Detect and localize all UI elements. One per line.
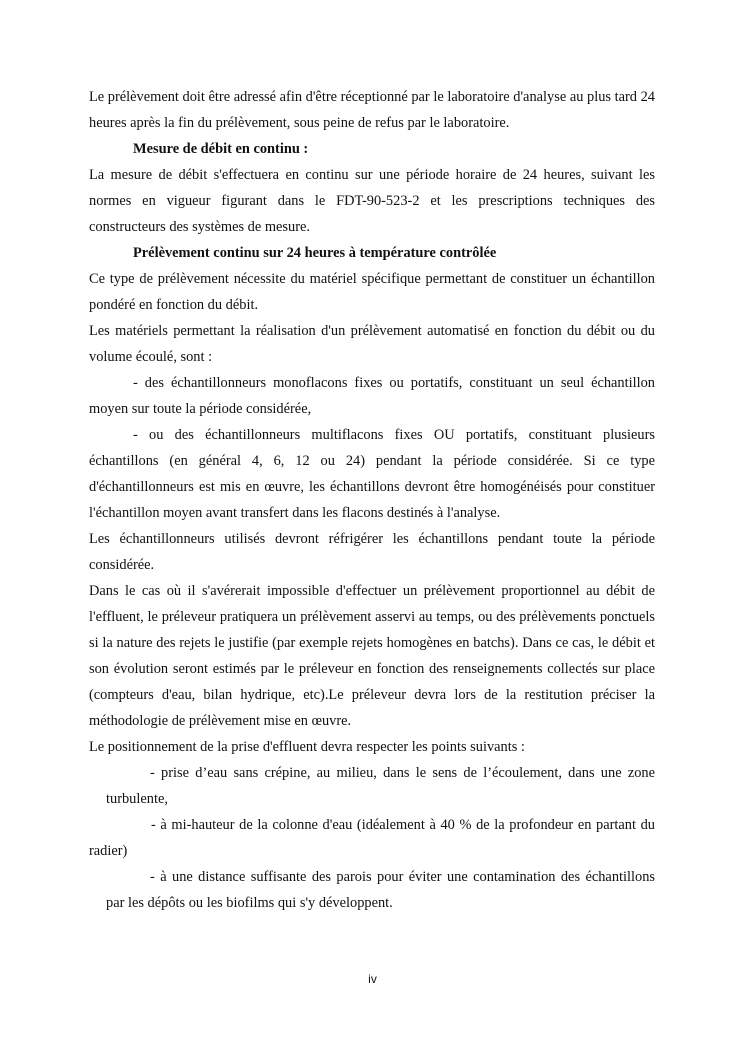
- list-item-water-intake: - prise d’eau sans crépine, au milieu, dans le sens de l’écoulement, dans une zone turbulente,: [106, 765, 655, 807]
- intro-paragraph: Le prélèvement doit être adressé afin d'être réceptionné par le laboratoire d'analyse au plus tard 24 heures après la fin du prélèvement, sous peine de refus par le laboratoire.: [89, 89, 655, 131]
- list-item-multiflacon: - ou des échantillonneurs multiflacons fixes OU portatifs, constituant plusieurs échantillons (en général 4, 6, 12 ou 24) pendant la période considérée. Si ce type d'échantillonneurs est mis en œuvre, les échantillons devront être homogénéisés pour constituer l'échantillon moyen avant transfert dans les flacons destinés à l'analyse.: [89, 427, 655, 521]
- fallback-sampling-paragraph: Dans le cas où il s'avérerait impossible d'effectuer un prélèvement proportionnel au débit de l'effluent, le préleveur pratiquera un prélèvement asservi au temps, ou des prélèvements ponctuels si la nature des rejets le justifie (par exemple rejets homogènes en batchs). Dans ce cas, le débit et son évolution seront estimés par le préleveur en fonction des renseignements collectés sur place (compteurs d'eau, bilan hydrique, etc).Le préleveur devra lors de la restitution préciser la méthodologie de prélèvement mise en œuvre.: [89, 583, 655, 729]
- heading-continuous-sampling: Prélèvement continu sur 24 heures à température contrôlée: [133, 245, 497, 261]
- sampling-equipment-paragraph: Ce type de prélèvement nécessite du matériel spécifique permettant de constituer un échantillon pondéré en fonction du débit.: [89, 271, 655, 313]
- list-item-mid-height: - à mi-hauteur de la colonne d'eau (idéalement à 40 % de la profondeur en partant du radier): [89, 817, 655, 859]
- flow-measurement-paragraph: La mesure de débit s'effectuera en continu sur une période horaire de 24 heures, suivant les normes en vigueur figurant dans le FDT-90-523-2 et les prescriptions techniques des constructeurs des systèmes de mesure.: [89, 167, 655, 235]
- page-number: iv: [368, 972, 377, 986]
- refrigeration-paragraph: Les échantillonneurs utilisés devront réfrigérer les échantillons pendant toute la période considérée.: [89, 531, 655, 573]
- positioning-intro: Le positionnement de la prise d'effluent devra respecter les points suivants :: [89, 739, 525, 755]
- equipment-list-intro: Les matériels permettant la réalisation d'un prélèvement automatisé en fonction du débit ou du volume écoulé, sont :: [89, 323, 655, 365]
- heading-flow-measurement: Mesure de débit en continu :: [133, 141, 309, 157]
- list-item-monoflacon: - des échantillonneurs monoflacons fixes ou portatifs, constituant un seul échantillon moyen sur toute la période considérée,: [89, 375, 655, 417]
- list-item-wall-distance: - à une distance suffisante des parois pour éviter une contamination des échantillons par les dépôts ou les biofilms qui s'y développent.: [106, 869, 655, 911]
- document-page: [89, 84, 655, 916]
